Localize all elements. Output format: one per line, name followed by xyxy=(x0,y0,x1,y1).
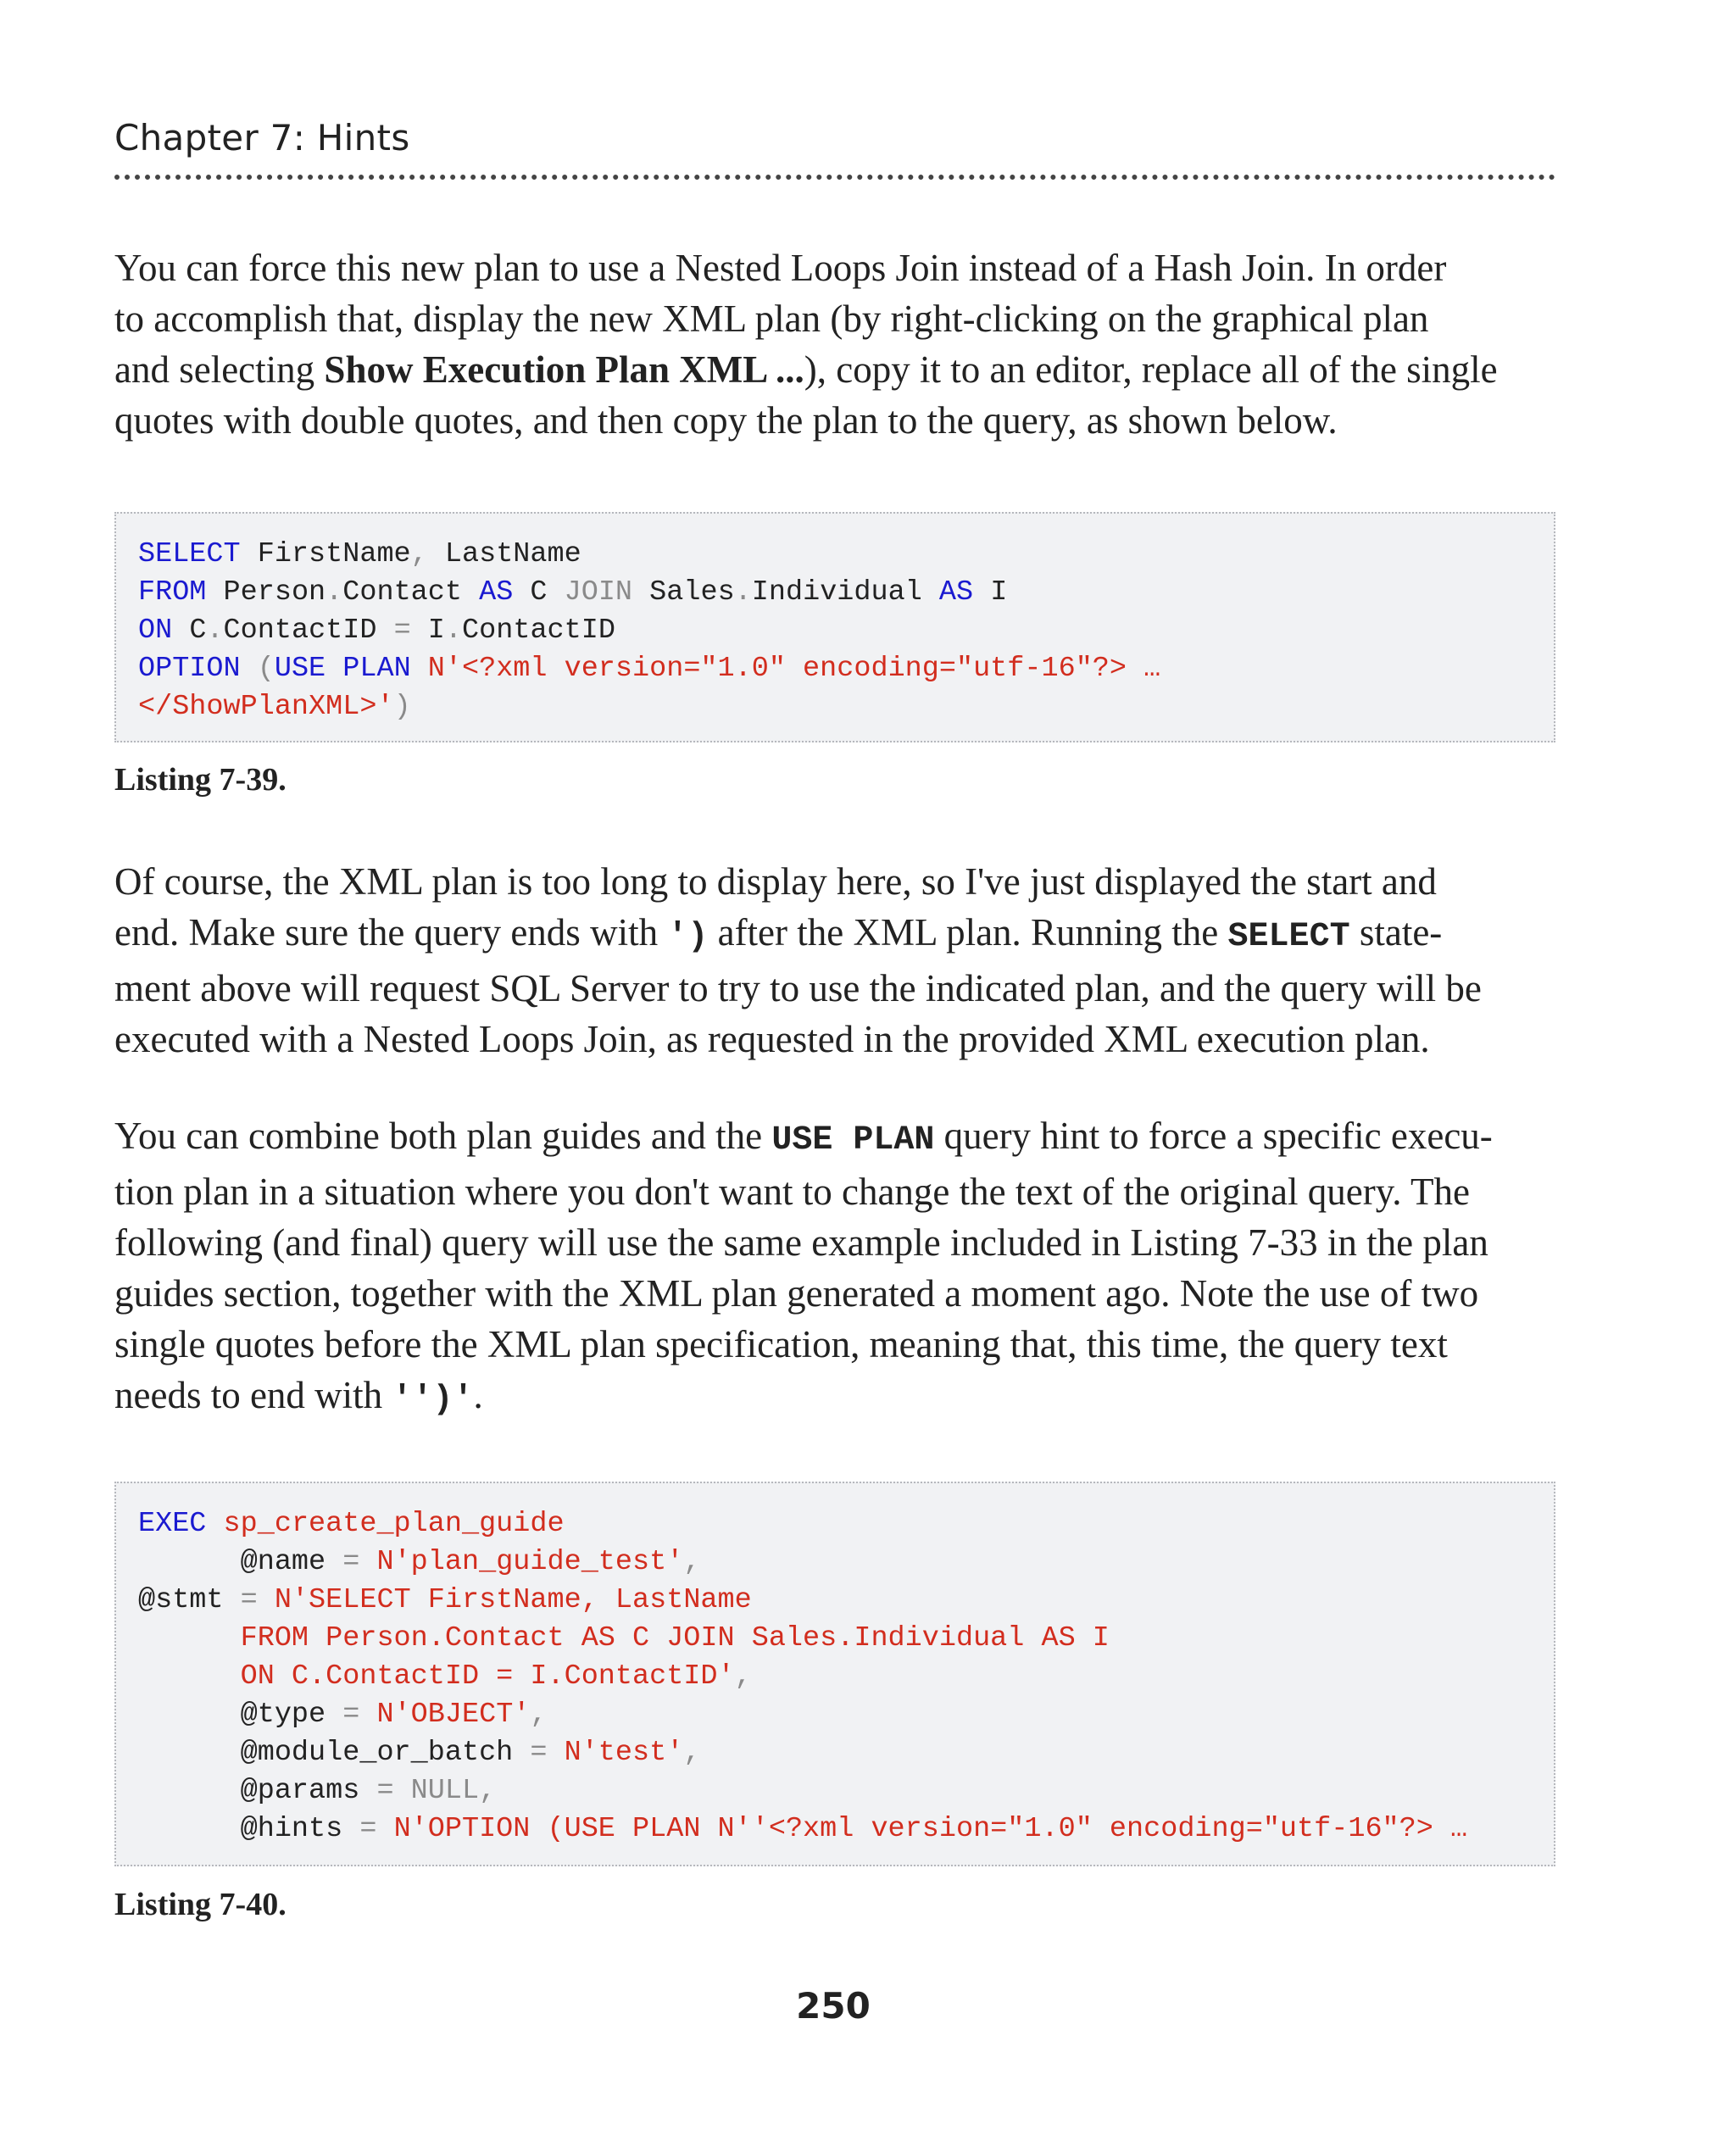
operator: = xyxy=(342,1813,394,1845)
identifier: C xyxy=(172,614,207,647)
string-literal: N'plan_guide_test' xyxy=(376,1546,684,1578)
identifier: Person xyxy=(206,576,326,609)
listing-caption: Listing 7-39. xyxy=(114,762,287,798)
text-run: end. Make sure the query ends with xyxy=(114,911,668,954)
code-listing-7-39 xyxy=(114,512,1555,742)
code-line xyxy=(138,1696,1467,1734)
keyword: AS xyxy=(479,576,514,609)
code-line xyxy=(138,1658,1467,1696)
punctuation: , xyxy=(410,538,428,570)
punctuation: . xyxy=(326,576,343,609)
text-line: single quotes before the XML plan specification, meaning that, this time, the query text xyxy=(114,1323,1448,1365)
code-block xyxy=(138,1505,1467,1849)
punctuation: ( xyxy=(240,653,275,685)
code-line xyxy=(138,1734,1467,1772)
text-line: following (and final) query will use the same example included in Listing 7-33 in the plan xyxy=(114,1221,1488,1264)
paragraph-plan-guides xyxy=(114,1110,1564,1426)
text-line: tion plan in a situation where you don't want to change the text of the original query. The xyxy=(114,1171,1470,1213)
text-line: to accomplish that, display the new XML plan (by right-clicking on the graphical plan xyxy=(114,298,1429,340)
string-literal: ON C.ContactID = I.ContactID' xyxy=(240,1660,735,1693)
text-line: quotes with double quotes, and then copy the plan to the query, as shown below. xyxy=(114,399,1338,442)
text-run: . xyxy=(473,1374,483,1416)
code-line xyxy=(138,574,1160,612)
text-run: after the XML plan. Running the xyxy=(708,911,1228,954)
text-line: executed with a Nested Loops Join, as requested in the provided XML execution plan. xyxy=(114,1018,1430,1060)
identifier: Contact xyxy=(342,576,480,609)
text-line xyxy=(114,1110,1564,1166)
paragraph-force-plan xyxy=(114,242,1564,446)
text-run: needs to end with xyxy=(114,1374,392,1416)
code-line xyxy=(138,650,1160,688)
paragraph-xml-plan-note xyxy=(114,856,1564,1065)
parameter: @stmt xyxy=(138,1584,224,1616)
operator: = xyxy=(513,1737,565,1769)
text-run: You can combine both plan guides and the xyxy=(114,1115,772,1157)
text-run: query hint to force a specific execu- xyxy=(934,1115,1493,1157)
text-line xyxy=(114,1370,1564,1426)
keyword: AS xyxy=(938,576,974,609)
string-literal: N'OPTION (USE PLAN N''<?xml version="1.0" encoding="utf-16"?> … xyxy=(393,1813,1468,1845)
null-literal: NULL xyxy=(410,1775,480,1807)
inline-code: ') xyxy=(667,918,709,956)
indent xyxy=(138,1699,241,1731)
parameter: @name xyxy=(240,1546,326,1578)
parameter: @hints xyxy=(240,1813,343,1845)
keyword: SELECT xyxy=(138,538,241,570)
listing-caption: Listing 7-40. xyxy=(114,1887,287,1922)
code-line xyxy=(138,1810,1467,1849)
code-line xyxy=(138,1582,1467,1620)
identifier: Individual xyxy=(751,576,939,609)
inline-code: USE PLAN xyxy=(771,1121,935,1159)
punctuation: . xyxy=(444,614,463,647)
string-literal: N'OBJECT' xyxy=(376,1699,531,1731)
code-listing-7-40 xyxy=(114,1482,1555,1866)
indent xyxy=(138,1775,241,1807)
punctuation: . xyxy=(206,614,224,647)
text-line: Of course, the XML plan is too long to display here, so I've just displayed the start and xyxy=(114,860,1437,903)
running-head: Chapter 7: Hints xyxy=(114,117,410,158)
code-line xyxy=(138,1543,1467,1582)
inline-code: '')' xyxy=(392,1381,474,1419)
parameter: @module_or_batch xyxy=(240,1737,514,1769)
parameter: @params xyxy=(240,1775,360,1807)
procedure-name: sp_create_plan_guide xyxy=(206,1508,565,1540)
identifier: I xyxy=(410,614,445,647)
code-line xyxy=(138,612,1160,650)
string-literal: N'SELECT FirstName, LastName xyxy=(274,1584,752,1616)
punctuation: ) xyxy=(393,691,411,723)
punctuation: , xyxy=(530,1699,548,1731)
operator: = xyxy=(326,1546,377,1578)
text-line: You can force this new plan to use a Nested Loops Join instead of a Hash Join. In order xyxy=(114,247,1447,289)
code-line xyxy=(138,536,1160,574)
page-number: 250 xyxy=(796,1985,871,2027)
keyword: ON xyxy=(138,614,173,647)
indent xyxy=(138,1546,241,1578)
identifier: Sales xyxy=(632,576,735,609)
text-line xyxy=(114,344,1564,395)
punctuation: , xyxy=(683,1546,701,1578)
text-line: ment above will request SQL Server to try to use the indicated plan, and the query will be xyxy=(114,967,1482,1009)
indent xyxy=(138,1813,241,1845)
code-line xyxy=(138,1505,1467,1543)
string-literal: N'test' xyxy=(564,1737,684,1769)
identifier: ContactID xyxy=(223,614,394,647)
punctuation: , xyxy=(479,1775,497,1807)
inline-code: SELECT xyxy=(1227,918,1350,956)
indent xyxy=(138,1622,241,1654)
string-literal: N'<?xml version="1.0" encoding="utf-16"?> … xyxy=(410,653,1161,685)
keyword: FROM xyxy=(138,576,207,609)
identifier: ContactID xyxy=(462,614,615,647)
indent xyxy=(138,1737,241,1769)
code-line xyxy=(138,1772,1467,1810)
code-line xyxy=(138,1620,1467,1658)
string-literal: FROM Person.Contact AS C JOIN Sales.Individual AS I xyxy=(240,1622,1110,1654)
menu-command-name: Show Execution Plan XML ... xyxy=(324,348,804,391)
operator: = xyxy=(223,1584,275,1616)
operator: = xyxy=(393,614,411,647)
text-line xyxy=(114,907,1564,963)
header-dotted-rule xyxy=(114,175,1555,180)
identifier: C xyxy=(513,576,565,609)
code-block xyxy=(138,536,1160,726)
keyword: USE PLAN xyxy=(274,653,411,685)
text-line: guides section, together with the XML plan generated a moment ago. Note the use of two xyxy=(114,1272,1479,1315)
identifier: LastName xyxy=(427,538,581,570)
keyword: JOIN xyxy=(564,576,633,609)
code-line xyxy=(138,688,1160,726)
punctuation: , xyxy=(683,1737,701,1769)
identifier: FirstName xyxy=(240,538,411,570)
punctuation: , xyxy=(734,1660,752,1693)
parameter: @type xyxy=(240,1699,326,1731)
identifier: I xyxy=(973,576,1008,609)
punctuation: . xyxy=(734,576,752,609)
text-run: ), copy it to an editor, replace all of the single xyxy=(804,348,1498,391)
keyword: EXEC xyxy=(138,1508,207,1540)
keyword: OPTION xyxy=(138,653,241,685)
operator: = xyxy=(326,1699,377,1731)
indent xyxy=(138,1660,241,1693)
text-run: state- xyxy=(1349,911,1443,954)
operator: = xyxy=(359,1775,411,1807)
text-run: and selecting xyxy=(114,348,325,391)
string-literal: </ShowPlanXML>' xyxy=(138,691,394,723)
